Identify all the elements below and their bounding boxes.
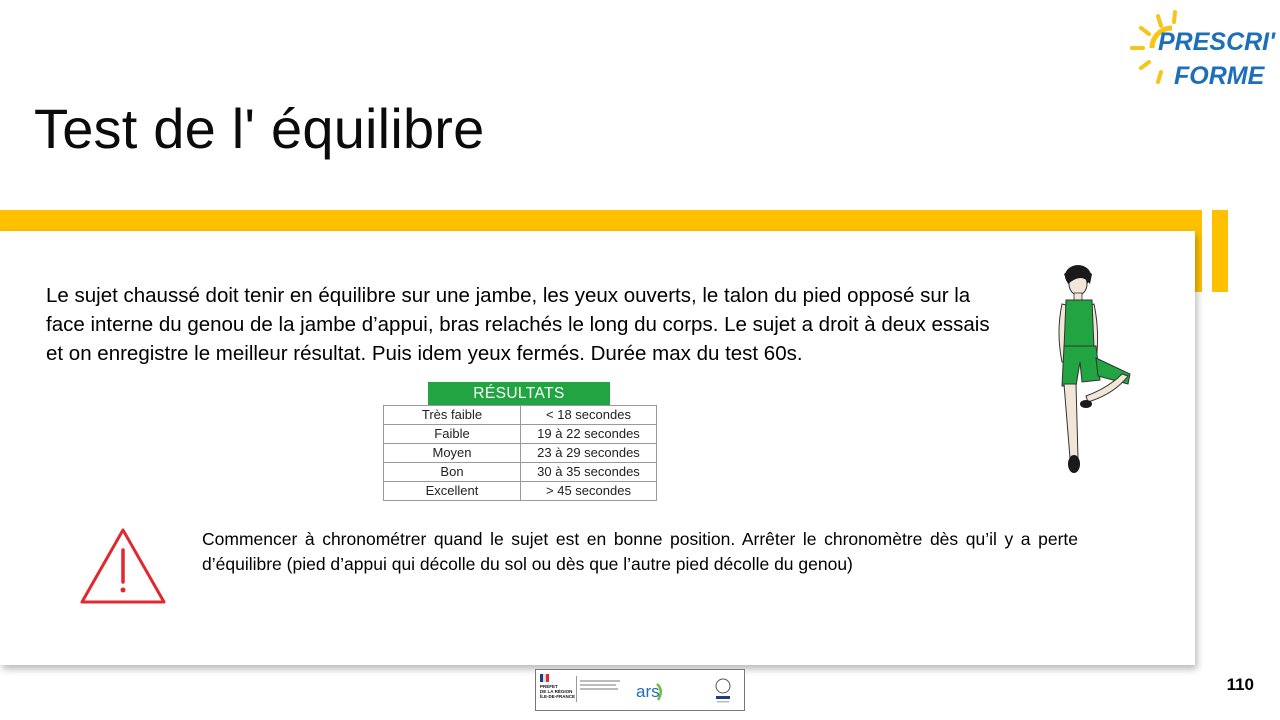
accent-bar-vertical-2 [1212,210,1228,292]
svg-text:ars: ars [636,682,660,701]
emblem-logo [716,679,730,703]
result-level: Excellent [384,482,521,501]
svg-text:PRÉFET: PRÉFET [540,684,558,689]
balancing-person-illustration [1042,262,1142,476]
result-value: 30 à 35 secondes [521,463,657,482]
result-value: 23 à 29 secondes [521,444,657,463]
results-header: RÉSULTATS [428,382,610,405]
table-row [384,406,657,425]
results-table [383,405,657,501]
result-value: 19 à 22 secondes [521,425,657,444]
prefet-logo [539,674,620,702]
table-row [384,425,657,444]
ars-logo [636,682,661,701]
accent-bar-horizontal [0,210,1202,231]
partner-logos [535,669,745,711]
prescri-forme-logo [1128,6,1276,92]
svg-text:ÎLE-DE-FRANCE: ÎLE-DE-FRANCE [540,694,575,699]
result-value: > 45 secondes [521,482,657,501]
table-row [384,444,657,463]
page-number: 110 [1226,675,1254,694]
test-description: Le sujet chaussé doit tenir en équilibre sur une jambe, les yeux ouverts, le talon du pied opposé sur la face interne du genou de la jambe d’appui, bras relachés le long du corps. Le sujet a droit à deux essais et on enregistre le meilleur résultat. Puis idem yeux fermés. Durée max du test 60s. [46,284,990,365]
result-value: < 18 secondes [521,406,657,425]
result-level: Très faible [384,406,521,425]
result-level: Moyen [384,444,521,463]
logo-line2: FORME [1174,62,1265,90]
table-row [384,463,657,482]
slide-title: Test de l' équilibre [34,97,485,160]
table-row [384,482,657,501]
result-level: Faible [384,425,521,444]
warning-text: Commencer à chronométrer quand le sujet est en bonne position. Arrêter le chronomètre dès qu’il y a perte d’équilibre (pied d’appui qui décolle du sol ou dès que l’autre pied décolle du genou) [202,529,1078,574]
logo-line1: PRESCRI' [1158,28,1276,56]
warning-triangle-icon [78,526,168,606]
result-level: Bon [384,463,521,482]
svg-text:DE LA RÉGION: DE LA RÉGION [540,689,573,694]
